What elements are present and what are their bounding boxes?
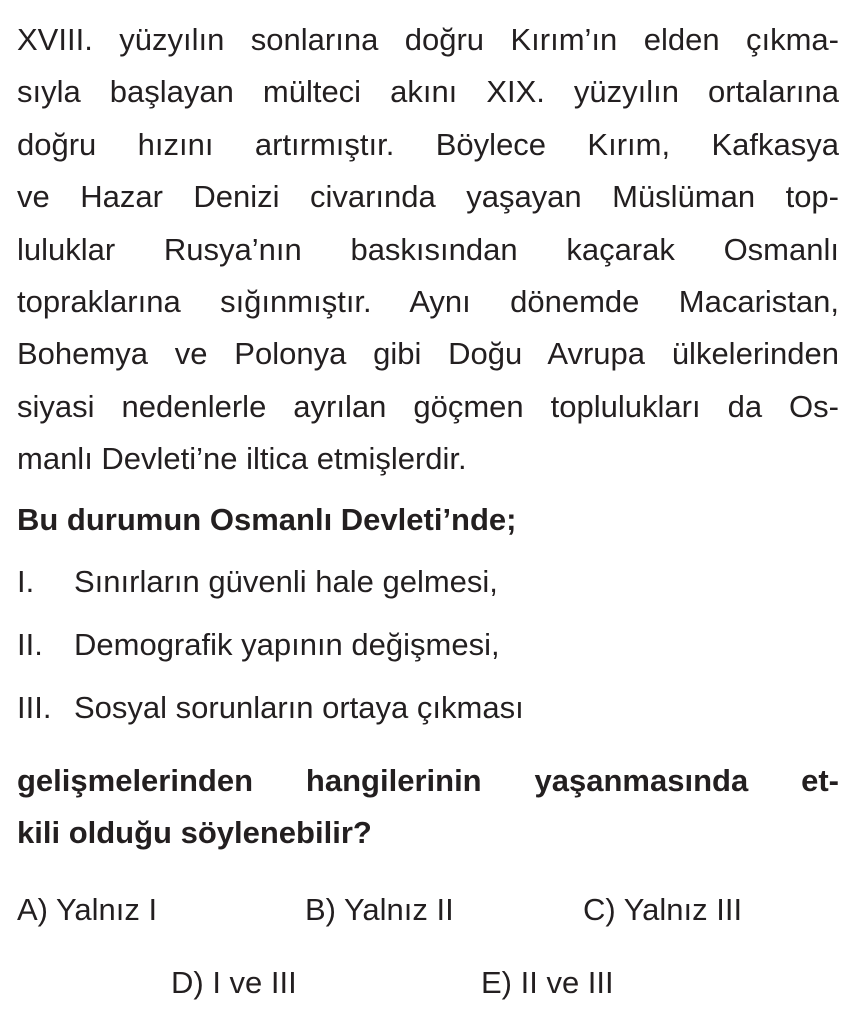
statement-text: Sınırların güvenli hale gelmesi, bbox=[74, 564, 498, 599]
passage-line: sıyla başlayan mülteci akını XIX. yüzyılın ortalarına bbox=[17, 74, 839, 110]
passage-line: siyasi nedenlerle ayrılan göçmen toplulukları da Os- bbox=[17, 388, 839, 424]
choice-c[interactable]: C) Yalnız III bbox=[583, 892, 743, 927]
passage-line: luluklar Rusya’nın baskısından kaçarak Osmanlı bbox=[17, 231, 839, 267]
question-line: gelişmelerinden hangilerinin yaşanmasında et- bbox=[17, 763, 839, 798]
statement-text: Demografik yapının değişmesi, bbox=[74, 627, 500, 662]
statement-numeral: II. bbox=[17, 627, 43, 662]
question-stem: Bu durumun Osmanlı Devleti’nde; bbox=[17, 502, 517, 537]
choice-e[interactable]: E) II ve III bbox=[481, 965, 614, 1000]
statement-item bbox=[17, 682, 837, 745]
passage-line: Bohemya ve Polonya gibi Doğu Avrupa ülkelerinden bbox=[17, 336, 839, 372]
passage-line: doğru hızını artırmıştır. Böylece Kırım, Kafkasya bbox=[17, 126, 839, 162]
passage-line: ve Hazar Denizi civarında yaşayan Müslüman top- bbox=[17, 179, 839, 215]
choice-b[interactable]: B) Yalnız II bbox=[305, 892, 454, 927]
statement-list bbox=[17, 556, 837, 745]
question-text bbox=[17, 755, 839, 859]
passage-line: XVIII. yüzyılın sonlarına doğru Kırım’ın elden çıkma- bbox=[17, 22, 839, 57]
statement-item bbox=[17, 556, 837, 619]
choice-a[interactable]: A) Yalnız I bbox=[17, 892, 158, 927]
passage-line: manlı Devleti’ne iltica etmişlerdir. bbox=[17, 441, 467, 477]
choice-d[interactable]: D) I ve III bbox=[171, 965, 297, 1000]
passage-text bbox=[17, 14, 839, 486]
statement-numeral: III. bbox=[17, 690, 52, 725]
statement-numeral: I. bbox=[17, 564, 35, 599]
statement-text: Sosyal sorunların ortaya çıkması bbox=[74, 690, 524, 725]
question-line: kili olduğu söylenebilir? bbox=[17, 815, 372, 850]
passage-line: topraklarına sığınmıştır. Aynı dönemde Macaristan, bbox=[17, 283, 839, 319]
statement-item bbox=[17, 619, 837, 682]
